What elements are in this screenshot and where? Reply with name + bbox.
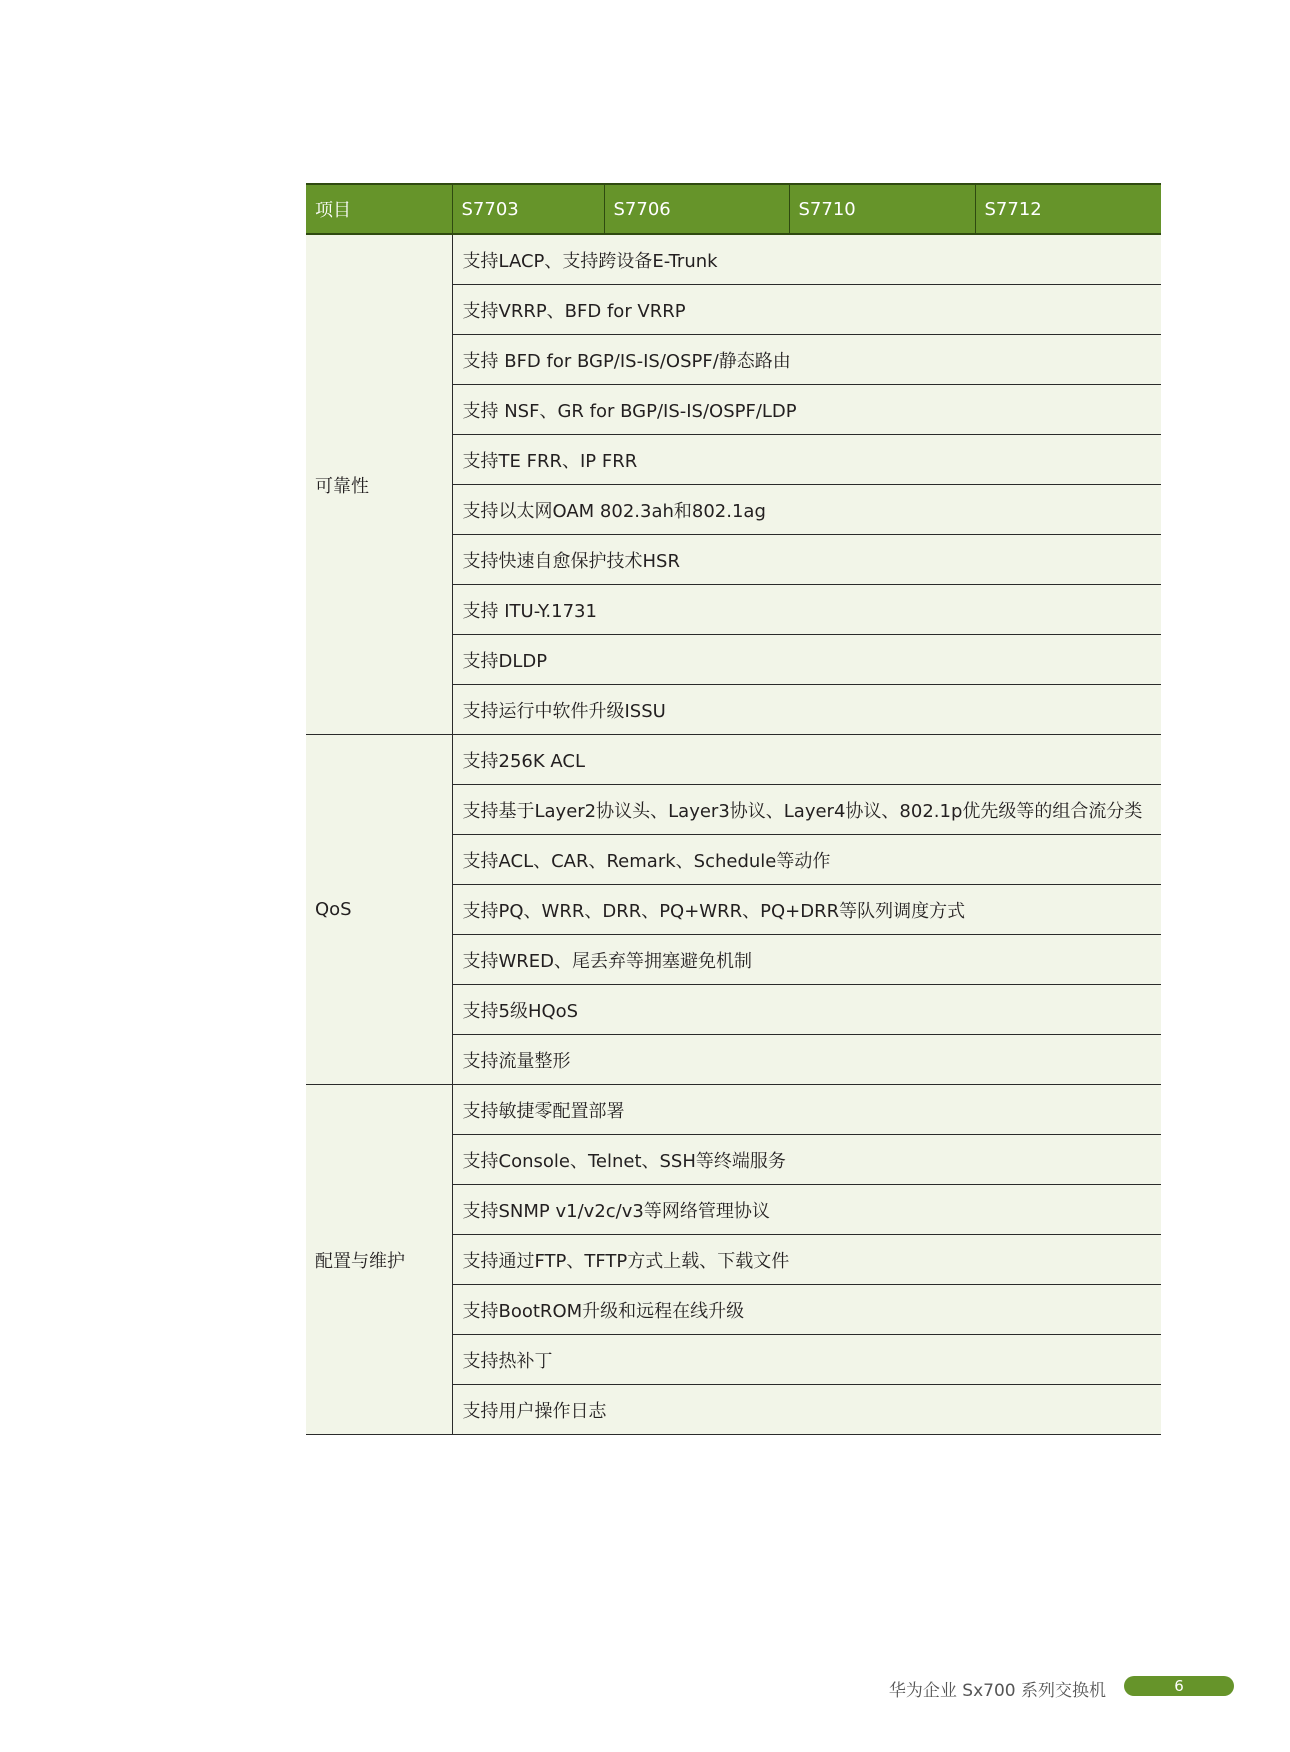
header-s7712: S7712: [975, 184, 1161, 234]
feature-cell: 支持BootROM升级和远程在线升级: [452, 1285, 1161, 1335]
feature-cell: 支持敏捷零配置部署: [452, 1085, 1161, 1135]
header-s7710: S7710: [789, 184, 975, 234]
header-s7706: S7706: [604, 184, 789, 234]
feature-cell: 支持以太网OAM 802.3ah和802.1ag: [452, 485, 1161, 535]
feature-cell: 支持运行中软件升级ISSU: [452, 685, 1161, 735]
header-row: [306, 184, 1161, 234]
feature-cell: 支持 ITU-Y.1731: [452, 585, 1161, 635]
spec-table-body: [306, 234, 1161, 1435]
feature-cell: 支持LACP、支持跨设备E-Trunk: [452, 234, 1161, 285]
feature-cell: 支持5级HQoS: [452, 985, 1161, 1035]
footer-title: 华为企业 Sx700 系列交换机: [888, 1681, 1106, 1701]
feature-cell: 支持 BFD for BGP/IS-IS/OSPF/静态路由: [452, 335, 1161, 385]
feature-cell: 支持WRED、尾丢弃等拥塞避免机制: [452, 935, 1161, 985]
feature-cell: 支持基于Layer2协议头、Layer3协议、Layer4协议、802.1p优先级等的组合流分类: [452, 785, 1161, 835]
spec-table: [306, 183, 1161, 1435]
feature-cell: 支持256K ACL: [452, 735, 1161, 785]
feature-cell: 支持 NSF、GR for BGP/IS-IS/OSPF/LDP: [452, 385, 1161, 435]
feature-cell: 支持流量整形: [452, 1035, 1161, 1085]
feature-cell: 支持TE FRR、IP FRR: [452, 435, 1161, 485]
feature-cell: 支持通过FTP、TFTP方式上载、下载文件: [452, 1235, 1161, 1285]
category-cell: 配置与维护: [306, 1085, 452, 1435]
feature-cell: 支持ACL、CAR、Remark、Schedule等动作: [452, 835, 1161, 885]
category-cell: QoS: [306, 735, 452, 1085]
header-s7703: S7703: [452, 184, 604, 234]
page-number-badge: 6: [1124, 1676, 1234, 1696]
header-item: 项目: [306, 184, 452, 234]
feature-cell: 支持SNMP v1/v2c/v3等网络管理协议: [452, 1185, 1161, 1235]
feature-cell: 支持DLDP: [452, 635, 1161, 685]
feature-cell: 支持快速自愈保护技术HSR: [452, 535, 1161, 585]
feature-cell: 支持热补丁: [452, 1335, 1161, 1385]
table-row: [306, 735, 1161, 785]
feature-cell: 支持VRRP、BFD for VRRP: [452, 285, 1161, 335]
feature-cell: 支持PQ、WRR、DRR、PQ+WRR、PQ+DRR等队列调度方式: [452, 885, 1161, 935]
category-cell: 可靠性: [306, 234, 452, 735]
feature-cell: 支持Console、Telnet、SSH等终端服务: [452, 1135, 1161, 1185]
table-row: [306, 234, 1161, 285]
table-row: [306, 1085, 1161, 1135]
feature-cell: 支持用户操作日志: [452, 1385, 1161, 1435]
spec-table-header: [306, 184, 1161, 234]
